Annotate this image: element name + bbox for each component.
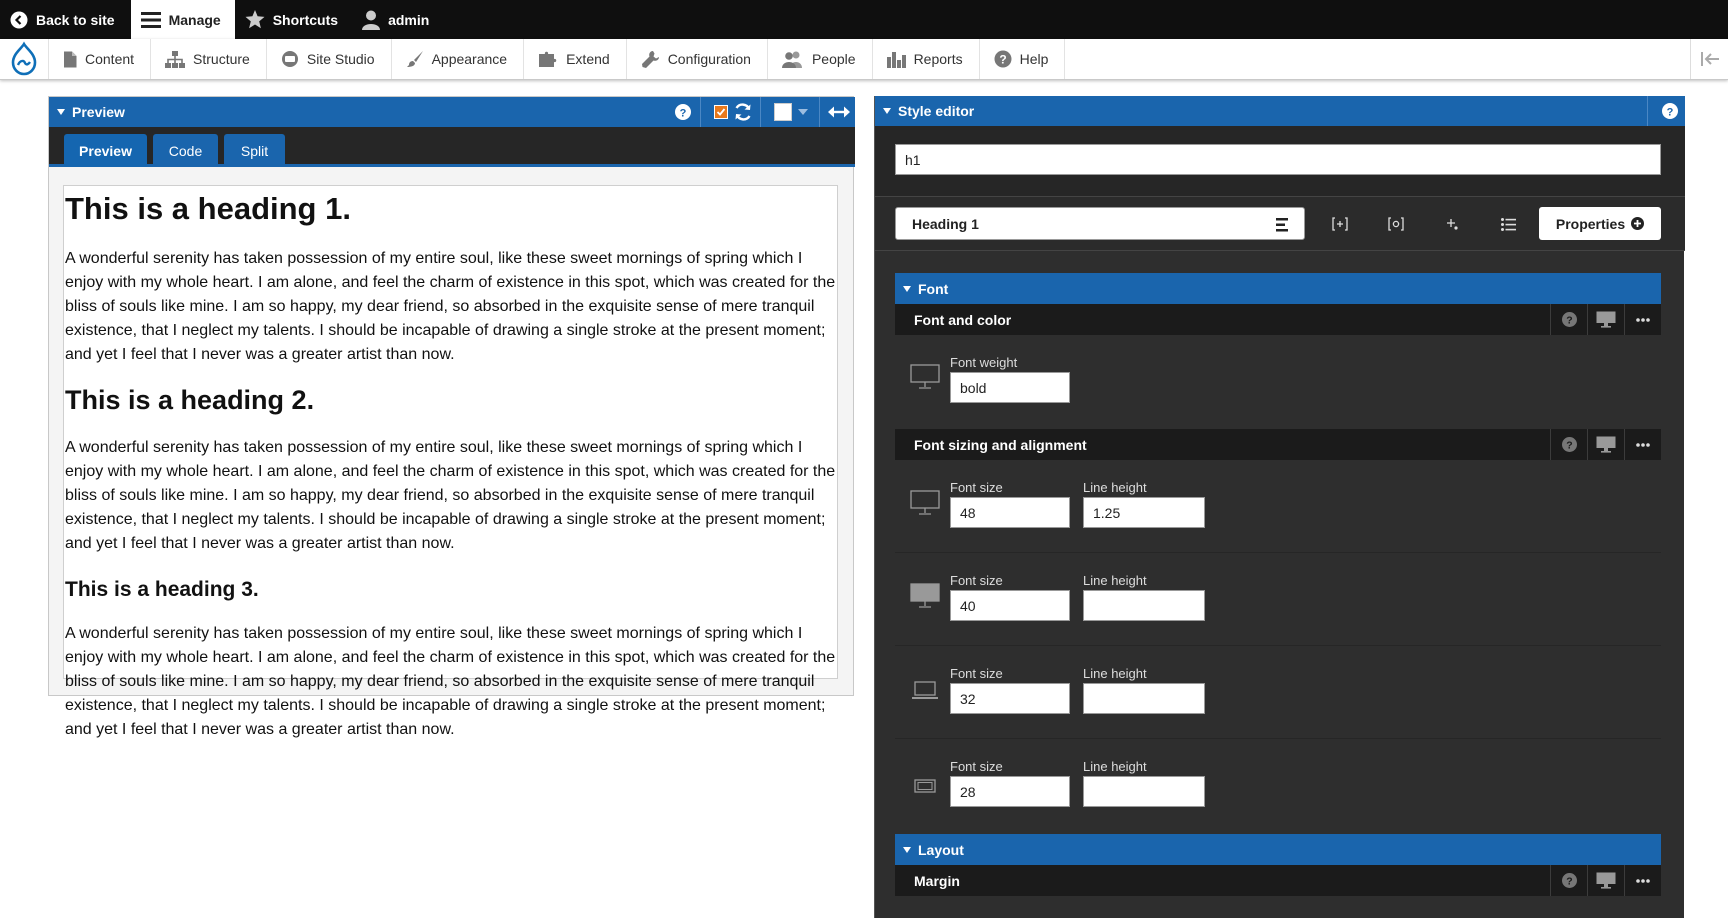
help-icon [1662,103,1678,119]
add-child-icon [1332,217,1348,231]
shortcuts-label: Shortcuts [272,11,339,28]
chevron-down-icon [798,109,808,115]
svg-text:?: ? [679,107,687,120]
refresh-icon [733,102,753,122]
collapse-caret-icon [903,286,911,292]
tab-split[interactable]: Split [224,134,285,167]
group-more-button[interactable] [1624,304,1661,335]
desktop-icon [910,362,940,392]
font-size-row-tablet [895,739,1661,832]
preview-paragraph: A wonderful serenity has taken possession of my entire soul, like these sweet mornings of spring which I enjoy with my whole heart. I am alone, and feel the charm of existence in this spot, which was created for the bliss of souls like mine. I am so happy, my dear friend, so absorbed in the exquisite sense of mere tranquil existence, that I neglect my talents. I should be incapable of drawing a single stroke at the present moment; and yet I feel that I never was a greater artist than now. [65,439,836,553]
preview-title: Preview [72,104,125,120]
tray-item-label: Appearance [431,51,508,67]
selector-row [875,126,1685,196]
font-size-input[interactable]: 40 [950,590,1070,621]
star-icon [245,10,265,29]
tray-item-configuration[interactable] [627,39,768,79]
line-height-label: Line height [1083,666,1147,681]
file-icon [63,51,77,68]
tray-item-content[interactable] [49,39,151,79]
admin-tray [0,39,1728,80]
properties-button[interactable] [1539,207,1661,240]
font-section-header[interactable] [895,273,1661,304]
manage-tab[interactable] [131,0,235,39]
add-circle-icon [1631,217,1644,230]
line-height-label: Line height [1083,573,1147,588]
font-size-input[interactable]: 32 [950,683,1070,714]
line-height-input[interactable] [1083,590,1205,621]
font-size-label: Font size [950,666,1003,681]
group-breakpoint-button[interactable] [1587,865,1624,896]
font-size-label: Font size [950,759,1003,774]
tray-item-label: Configuration [667,51,751,67]
monitor-icon [910,581,940,611]
tray-item-structure[interactable] [151,39,267,79]
font-sizing-title: Font sizing and alignment [914,436,1087,453]
group-help-button[interactable] [1550,429,1587,460]
svg-text:?: ? [1666,106,1674,119]
preview-header[interactable] [49,97,855,127]
add-pseudo-icon [1388,217,1404,231]
people-icon [782,51,804,68]
more-icon [1636,443,1650,447]
svg-text:?: ? [1565,875,1573,888]
tab-preview[interactable]: Preview [64,134,147,167]
element-select-label: Heading 1 [912,215,979,232]
desktop-icon [1596,436,1616,453]
svg-text:?: ? [998,52,1007,67]
font-size-row-monitor [895,553,1661,646]
font-size-label: Font size [950,480,1003,495]
selector-input[interactable]: h1 [895,144,1661,175]
collapse-left-icon [1701,52,1719,66]
font-sizing-group[interactable] [895,429,1661,460]
admin-toolbar [0,0,1728,39]
check-icon [716,107,726,117]
back-arrow-icon [10,11,28,29]
auto-refresh-checkbox[interactable] [714,105,728,119]
laptop-icon [910,676,940,706]
font-size-input[interactable]: 28 [950,776,1070,807]
font-weight-row [895,335,1661,420]
preview-help-button[interactable] [668,97,698,127]
desktop-icon [1596,311,1616,328]
drupal-drop-icon [11,43,37,75]
group-more-button[interactable] [1624,429,1661,460]
collapse-caret-icon [883,108,891,114]
help-icon [1562,437,1577,452]
back-to-site-label: Back to site [36,11,115,28]
tray-item-extend[interactable] [524,39,627,79]
user-icon [362,10,380,30]
tray-item-label: Structure [193,51,250,67]
layout-section-header[interactable] [895,834,1661,865]
group-help-button[interactable] [1550,865,1587,896]
font-size-row-laptop [895,646,1661,739]
user-tab[interactable] [352,0,443,39]
font-section-title: Font [918,280,949,297]
wrench-icon [641,50,660,69]
background-color-picker[interactable] [774,103,812,121]
group-breakpoint-button[interactable] [1587,304,1624,335]
horizontal-arrows-icon [828,105,850,119]
margin-title: Margin [914,872,960,889]
svg-text:?: ? [1565,314,1573,327]
preview-frame[interactable] [63,185,838,739]
collapse-tray-button[interactable] [1690,39,1728,79]
collapse-caret-icon [903,847,911,853]
collapse-caret-icon [57,109,65,115]
sitemap-icon [165,51,185,68]
line-height-label: Line height [1083,480,1147,495]
preview-heading-2: This is a heading 2. [65,385,315,416]
tablet-icon [910,771,940,801]
list-lines-icon [1276,218,1288,232]
line-height-input[interactable] [1083,776,1205,807]
paintbrush-icon [406,50,424,68]
tray-item-appearance[interactable] [392,39,525,79]
bulleted-list-icon [1501,218,1516,231]
tray-item-label: People [811,51,856,67]
desktop-icon [910,488,940,518]
add-pseudo-button[interactable] [1385,214,1407,234]
tray-item-label: Extend [566,51,610,67]
desktop-icon [1596,872,1616,889]
line-height-input[interactable]: 1.25 [1083,497,1205,528]
back-to-site-link[interactable] [0,0,129,39]
more-icon [1636,318,1650,322]
font-size-row-desktop [895,460,1661,553]
preview-heading-3: This is a heading 3. [65,578,259,602]
tray-item-label: Site Studio [306,51,375,67]
preview-paragraph: A wonderful serenity has taken possession of my entire soul, like these sweet mornings of spring which I enjoy with my whole heart. I am alone, and feel the charm of existence in this spot, which was created for the bliss of souls like mine. I am so happy, my dear friend, so absorbed in the exquisite sense of mere tranquil existence, that I neglect my talents. I should be incapable of drawing a single stroke at the present moment; and yet I feel that I never was a greater artist than now. [65,625,836,739]
bar-chart-icon [887,51,906,68]
style-editor-title: Style editor [898,103,975,119]
tray-item-label: Content [85,51,135,67]
add-prefix-button[interactable] [1497,214,1519,234]
color-swatch [774,103,792,121]
puzzle-icon [538,50,558,68]
font-size-input[interactable]: 48 [950,497,1070,528]
preview-paragraph: A wonderful serenity has taken possession of my entire soul, like these sweet mornings of spring which I enjoy with my whole heart. I am alone, and feel the charm of existence in this spot, which was created for the bliss of souls like mine. I am so happy, my dear friend, so absorbed in the exquisite sense of mere tranquil existence, that I neglect my talents. I should be incapable of drawing a single stroke at the present moment; and yet I feel that I never was a greater artist than now. [65,250,836,364]
site-studio-icon [281,50,299,68]
line-height-input[interactable] [1083,683,1205,714]
tray-item-label: Reports [913,51,963,67]
add-modifier-icon [1445,217,1459,231]
style-editor-panel [874,96,1684,918]
margin-group[interactable] [895,865,1661,896]
font-and-color-group[interactable] [895,304,1661,335]
font-and-color-title: Font and color [914,311,1012,328]
layout-section-title: Layout [918,841,964,858]
group-breakpoint-button[interactable] [1587,429,1624,460]
line-height-label: Line height [1083,759,1147,774]
user-label: admin [388,11,430,28]
preview-tab-bar [49,127,855,167]
font-weight-input[interactable]: bold [950,372,1070,403]
tray-item-help[interactable] [980,39,1066,79]
style-editor-header[interactable] [875,96,1685,126]
drupal-logo[interactable] [0,39,48,79]
element-toolbar [875,196,1685,251]
help-icon [994,50,1012,68]
tray-item-label: Help [1019,51,1049,67]
group-more-button[interactable] [1624,865,1661,896]
add-modifier-button[interactable] [1441,214,1463,234]
preview-heading-1: This is a heading 1. [65,191,351,226]
preview-panel [48,96,854,739]
svg-text:?: ? [1565,439,1573,452]
help-icon [675,104,691,120]
menu-icon [141,11,161,29]
expand-width-button[interactable] [828,105,850,122]
help-icon [1562,873,1577,888]
add-child-button[interactable] [1329,214,1351,234]
refresh-button[interactable] [733,102,753,122]
tab-code[interactable]: Code [153,134,218,167]
manage-label: Manage [168,11,221,28]
group-help-button[interactable] [1550,304,1587,335]
element-select[interactable] [895,207,1305,240]
more-icon [1636,879,1650,883]
shortcuts-tab[interactable] [235,0,352,39]
font-size-label: Font size [950,573,1003,588]
tray-item-site-studio[interactable] [267,39,392,79]
properties-label: Properties [1555,215,1626,232]
font-weight-label: Font weight [950,355,1018,370]
tray-item-reports[interactable] [873,39,980,79]
help-icon [1562,312,1577,327]
tray-item-people[interactable] [768,39,873,79]
style-editor-help-button[interactable] [1655,96,1685,126]
